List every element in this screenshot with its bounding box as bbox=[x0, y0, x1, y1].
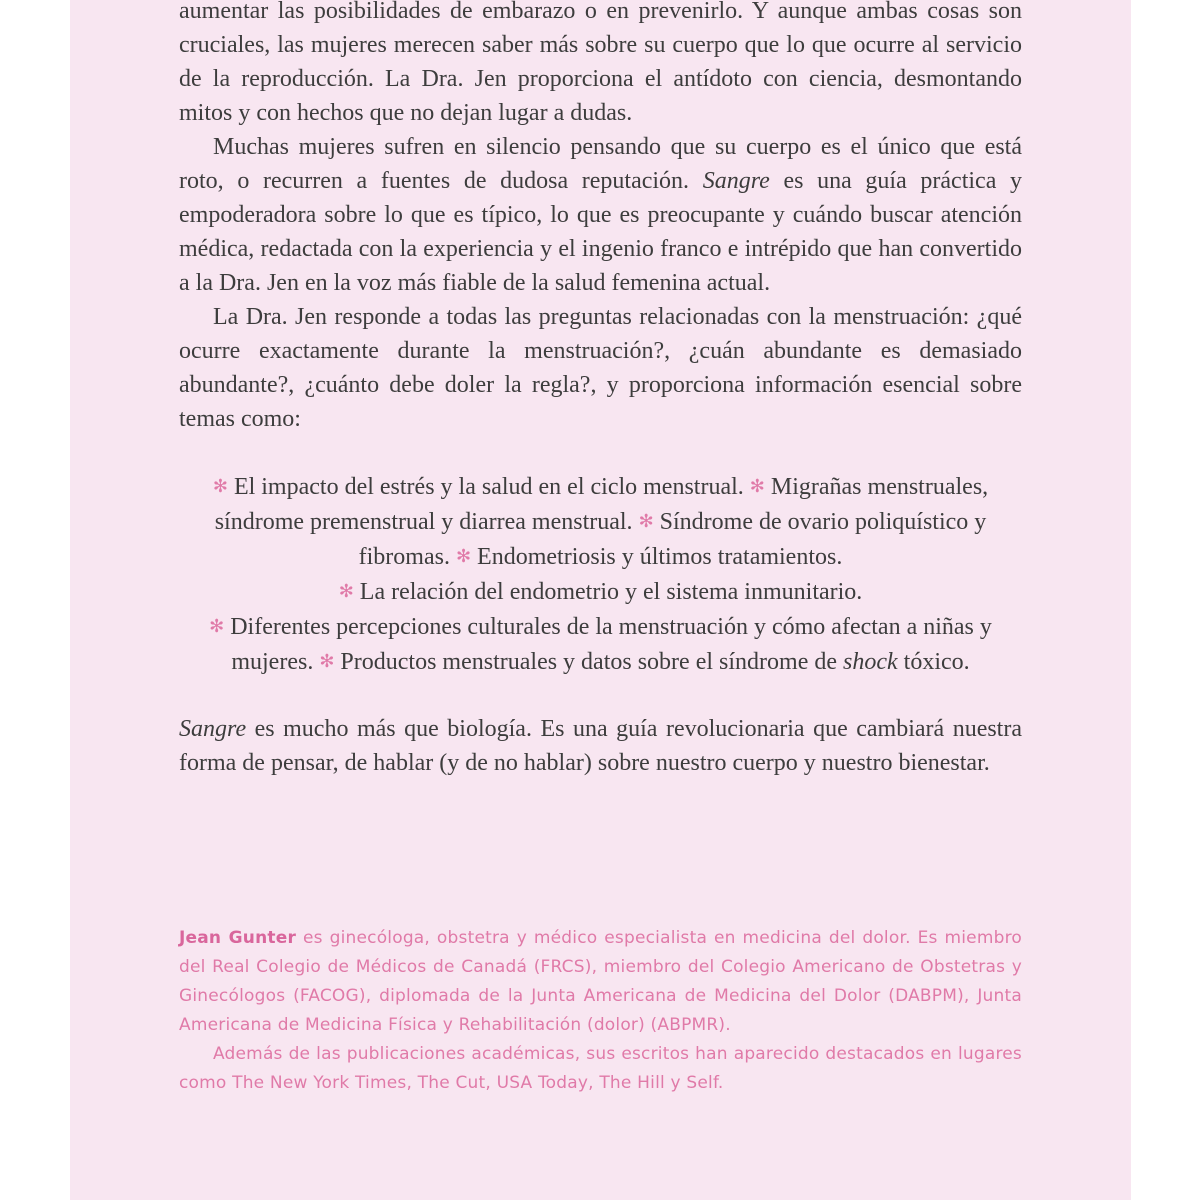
topic-item: Productos menstruales y datos sobre el síndrome de bbox=[340, 649, 837, 675]
topic-item: Endometriosis y últimos tratamientos. bbox=[477, 544, 843, 570]
book-title-italic: Sangre bbox=[702, 168, 770, 194]
topics-line-2 bbox=[179, 574, 1022, 609]
star-bullet-icon: ✻ bbox=[749, 476, 765, 496]
star-bullet-icon: ✻ bbox=[212, 476, 228, 496]
second-paragraph-start: Muchas mujeres sufren en silencio pensando que su cuerpo es el único que está roto, o recurren a fuentes de dudosa reputación. bbox=[179, 134, 1022, 194]
topic-item: Síndrome de ovario poliquístico y fibromas. bbox=[358, 509, 987, 570]
topic-item: La relación del endometrio y el sistema inmunitario. bbox=[359, 579, 863, 605]
third-paragraph: La Dra. Jen responde a todas las preguntas relacionadas con la menstruación: ¿qué ocurre exactamente durante la menstruación?, ¿cuán abundante es demasiado abundante?, ¿cuánto debe doler la regla?, y proporciona información esencial sobre temas como: bbox=[179, 304, 1022, 432]
topic-item-end: tóxico. bbox=[897, 649, 970, 675]
topics-list bbox=[179, 469, 1022, 679]
author-bio bbox=[179, 924, 1022, 1098]
bio-paragraph-2: Además de las publicaciones académicas, sus escritos han aparecido destacados en lugares como The New York Times, The Cut, USA Today, The Hill y Self. bbox=[179, 1044, 1022, 1093]
topic-item: El impacto del estrés y la salud en el ciclo menstrual. bbox=[233, 474, 744, 500]
closing-paragraph bbox=[179, 712, 1022, 780]
bio-paragraph-1 bbox=[179, 924, 1022, 1040]
description-text bbox=[179, 0, 1022, 780]
star-bullet-icon: ✻ bbox=[455, 546, 472, 566]
topic-item: Diferentes percepciones culturales de la menstruación y cómo afectan a niñas y mujeres. bbox=[230, 614, 992, 675]
second-paragraph-end: es una guía práctica y empoderadora sobre lo que es típico, lo que es preocupante y cuándo buscar atención médica, redactada con la experiencia y el ingenio franco e intrépido que han convertido a la Dra. Jen en la voz más fiable de la salud femenina actual. bbox=[179, 168, 1022, 296]
shock-italic: shock bbox=[843, 649, 898, 675]
intro-paragraph: aumentar las posibilidades de embarazo o en prevenirlo. Y aunque ambas cosas son cruciales, las mujeres merecen saber más sobre su cuerpo que lo que ocurre al servicio de la reproducción. La Dra. Jen proporciona el antídoto con ciencia, desmontando mitos y con hechos que no dejan lugar a dudas. bbox=[179, 0, 1022, 126]
star-bullet-icon: ✻ bbox=[319, 651, 335, 671]
star-bullet-icon: ✻ bbox=[209, 616, 225, 636]
topics-line-1 bbox=[179, 469, 1022, 574]
closing-text: es mucho más que biología. Es una guía revolucionaria que cambiará nuestra forma de pensar, de hablar (y de no hablar) sobre nuestro cuerpo y nuestro bienestar. bbox=[179, 716, 1022, 776]
author-name: Jean Gunter bbox=[179, 928, 297, 948]
bio-text: es ginecóloga, obstetra y médico especialista en medicina del dolor. Es miembro del Real Colegio de Médicos de Canadá (FRCS), miembro del Colegio Americano de Obstetras y Ginecólogos (FACOG), diplomada de la Junta Americana de Medicina del Dolor (DABPM), Junta Americana de Medicina Física y Rehabilitación (dolor) (ABPMR). bbox=[179, 928, 1023, 1035]
topics-line-3 bbox=[179, 609, 1022, 679]
star-bullet-icon: ✻ bbox=[338, 581, 354, 601]
topic-item: Migrañas menstruales, síndrome premenstrual y diarrea menstrual. bbox=[214, 474, 989, 535]
book-title-italic: Sangre bbox=[179, 716, 247, 742]
second-paragraph bbox=[179, 130, 1022, 300]
star-bullet-icon: ✻ bbox=[638, 511, 654, 531]
